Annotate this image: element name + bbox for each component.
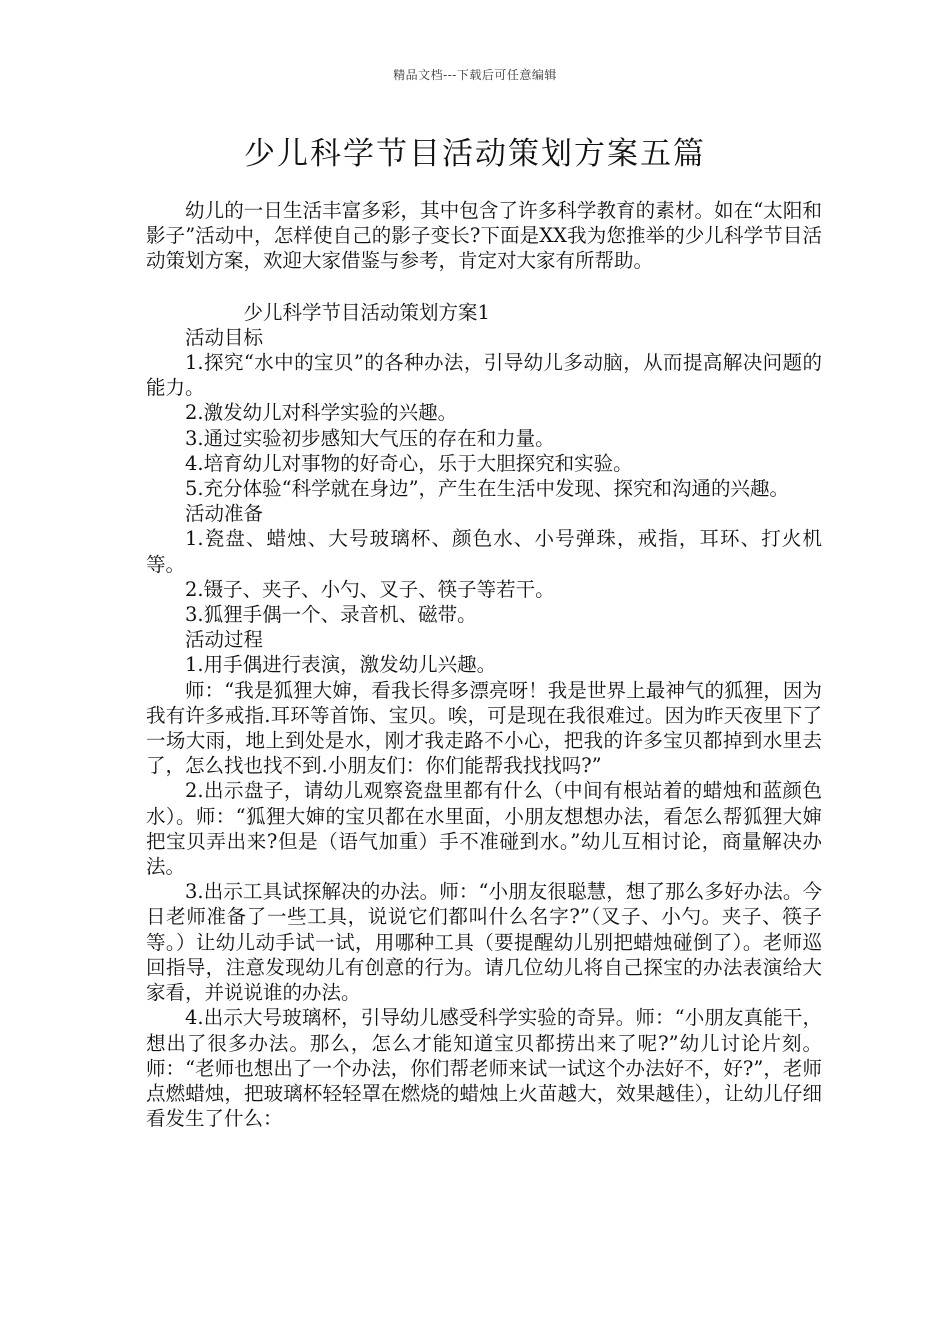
process-item: 4.出示大号玻璃杯，引导幼儿感受科学实验的奇异。师：“小朋友真能干，想出了很多办法。那么，怎么才能知道宝贝都捞出来了呢?”幼儿讨论片刻。师：“老师也想出了一个办法，你们帮老师来试一试这个办法好不，好?”，老师点燃蜡烛，把玻璃杯轻轻罩在燃烧的蜡烛上火苗越大，效果越佳），让幼儿仔细看发生了什么：	[146, 1006, 822, 1131]
prep-item: 3.狐狸手偶一个、录音机、磁带。	[185, 603, 477, 627]
goal-item: 2.激发幼儿对科学实验的兴趣。	[185, 401, 458, 425]
page-header: 精品文档---下载后可任意编辑	[393, 68, 557, 82]
section-heading: 少儿科学节目活动策划方案1	[243, 300, 490, 324]
goal-item: 3.通过实验初步感知大气压的存在和力量。	[185, 426, 555, 450]
process-item: 师：“我是狐狸大婶，看我长得多漂亮呀！我是世界上最神气的狐狸，因为我有许多戒指.耳环等首饰、宝贝。唉，可是现在我很难过。因为昨天夜里下了一场大雨，地上到处是水，刚才我走路不小心，把我的许多宝贝都掉到水里去了，怎么找也找不到.小朋友们：你们能帮我找找吗?”	[146, 678, 822, 778]
goal-item: 4.培育幼儿对事物的好奇心，乐于大胆探究和实验。	[185, 451, 633, 475]
goal-item: 1.探究“水中的宝贝”的各种办法，引导幼儿多动脑，从而提高解决问题的能力。	[146, 351, 822, 400]
process-heading: 活动过程	[185, 628, 264, 652]
process-item: 1.用手偶进行表演，激发幼儿兴趣。	[185, 653, 497, 677]
process-item: 3.出示工具试探解决的办法。师：“小朋友很聪慧，想了那么多好办法。今日老师准备了一些工具，说说它们都叫什么名字?”（叉子、小勺。夹子、筷子等。）让幼儿动手试一试，用哪种工具（要提醒幼儿别把蜡烛碰倒了）。老师巡回指导，注意发现幼儿有创意的行为。请几位幼儿将自己探宝的办法表演给大家看，并说说谁的办法。	[146, 880, 822, 1005]
prep-heading: 活动准备	[185, 502, 264, 526]
document-body	[146, 198, 822, 1131]
goals-heading: 活动目标	[185, 325, 264, 349]
goal-item: 5.充分体验“科学就在身边”，产生在生活中发现、探究和沟通的兴趣。	[185, 477, 790, 501]
document-title: 少儿科学节目活动策划方案五篇	[244, 136, 706, 172]
process-item: 2.出示盘子，请幼儿观察瓷盘里都有什么（中间有根站着的蜡烛和蓝颜色水）。师：“狐狸大婶的宝贝都在水里面，小朋友想想办法，看怎么帮狐狸大婶把宝贝弄出来?但是（语气加重）手不准碰到水。”幼儿互相讨论，商量解决办法。	[146, 779, 822, 879]
intro-paragraph: 幼儿的一日生活丰富多彩，其中包含了许多科学教育的素材。如在“太阳和影子”活动中，怎样使自己的影子变长?下面是XX我为您推举的少儿科学节目活动策划方案，欢迎大家借鉴与参考，肯定对大家有所帮助。	[146, 199, 822, 273]
prep-item: 2.镊子、夹子、小勺、叉子、筷子等若干。	[185, 577, 555, 601]
paragraph-spacer	[146, 274, 822, 300]
prep-item: 1.瓷盘、蜡烛、大号玻璃杯、颜色水、小号弹珠，戒指，耳环、打火机等。	[146, 527, 822, 576]
